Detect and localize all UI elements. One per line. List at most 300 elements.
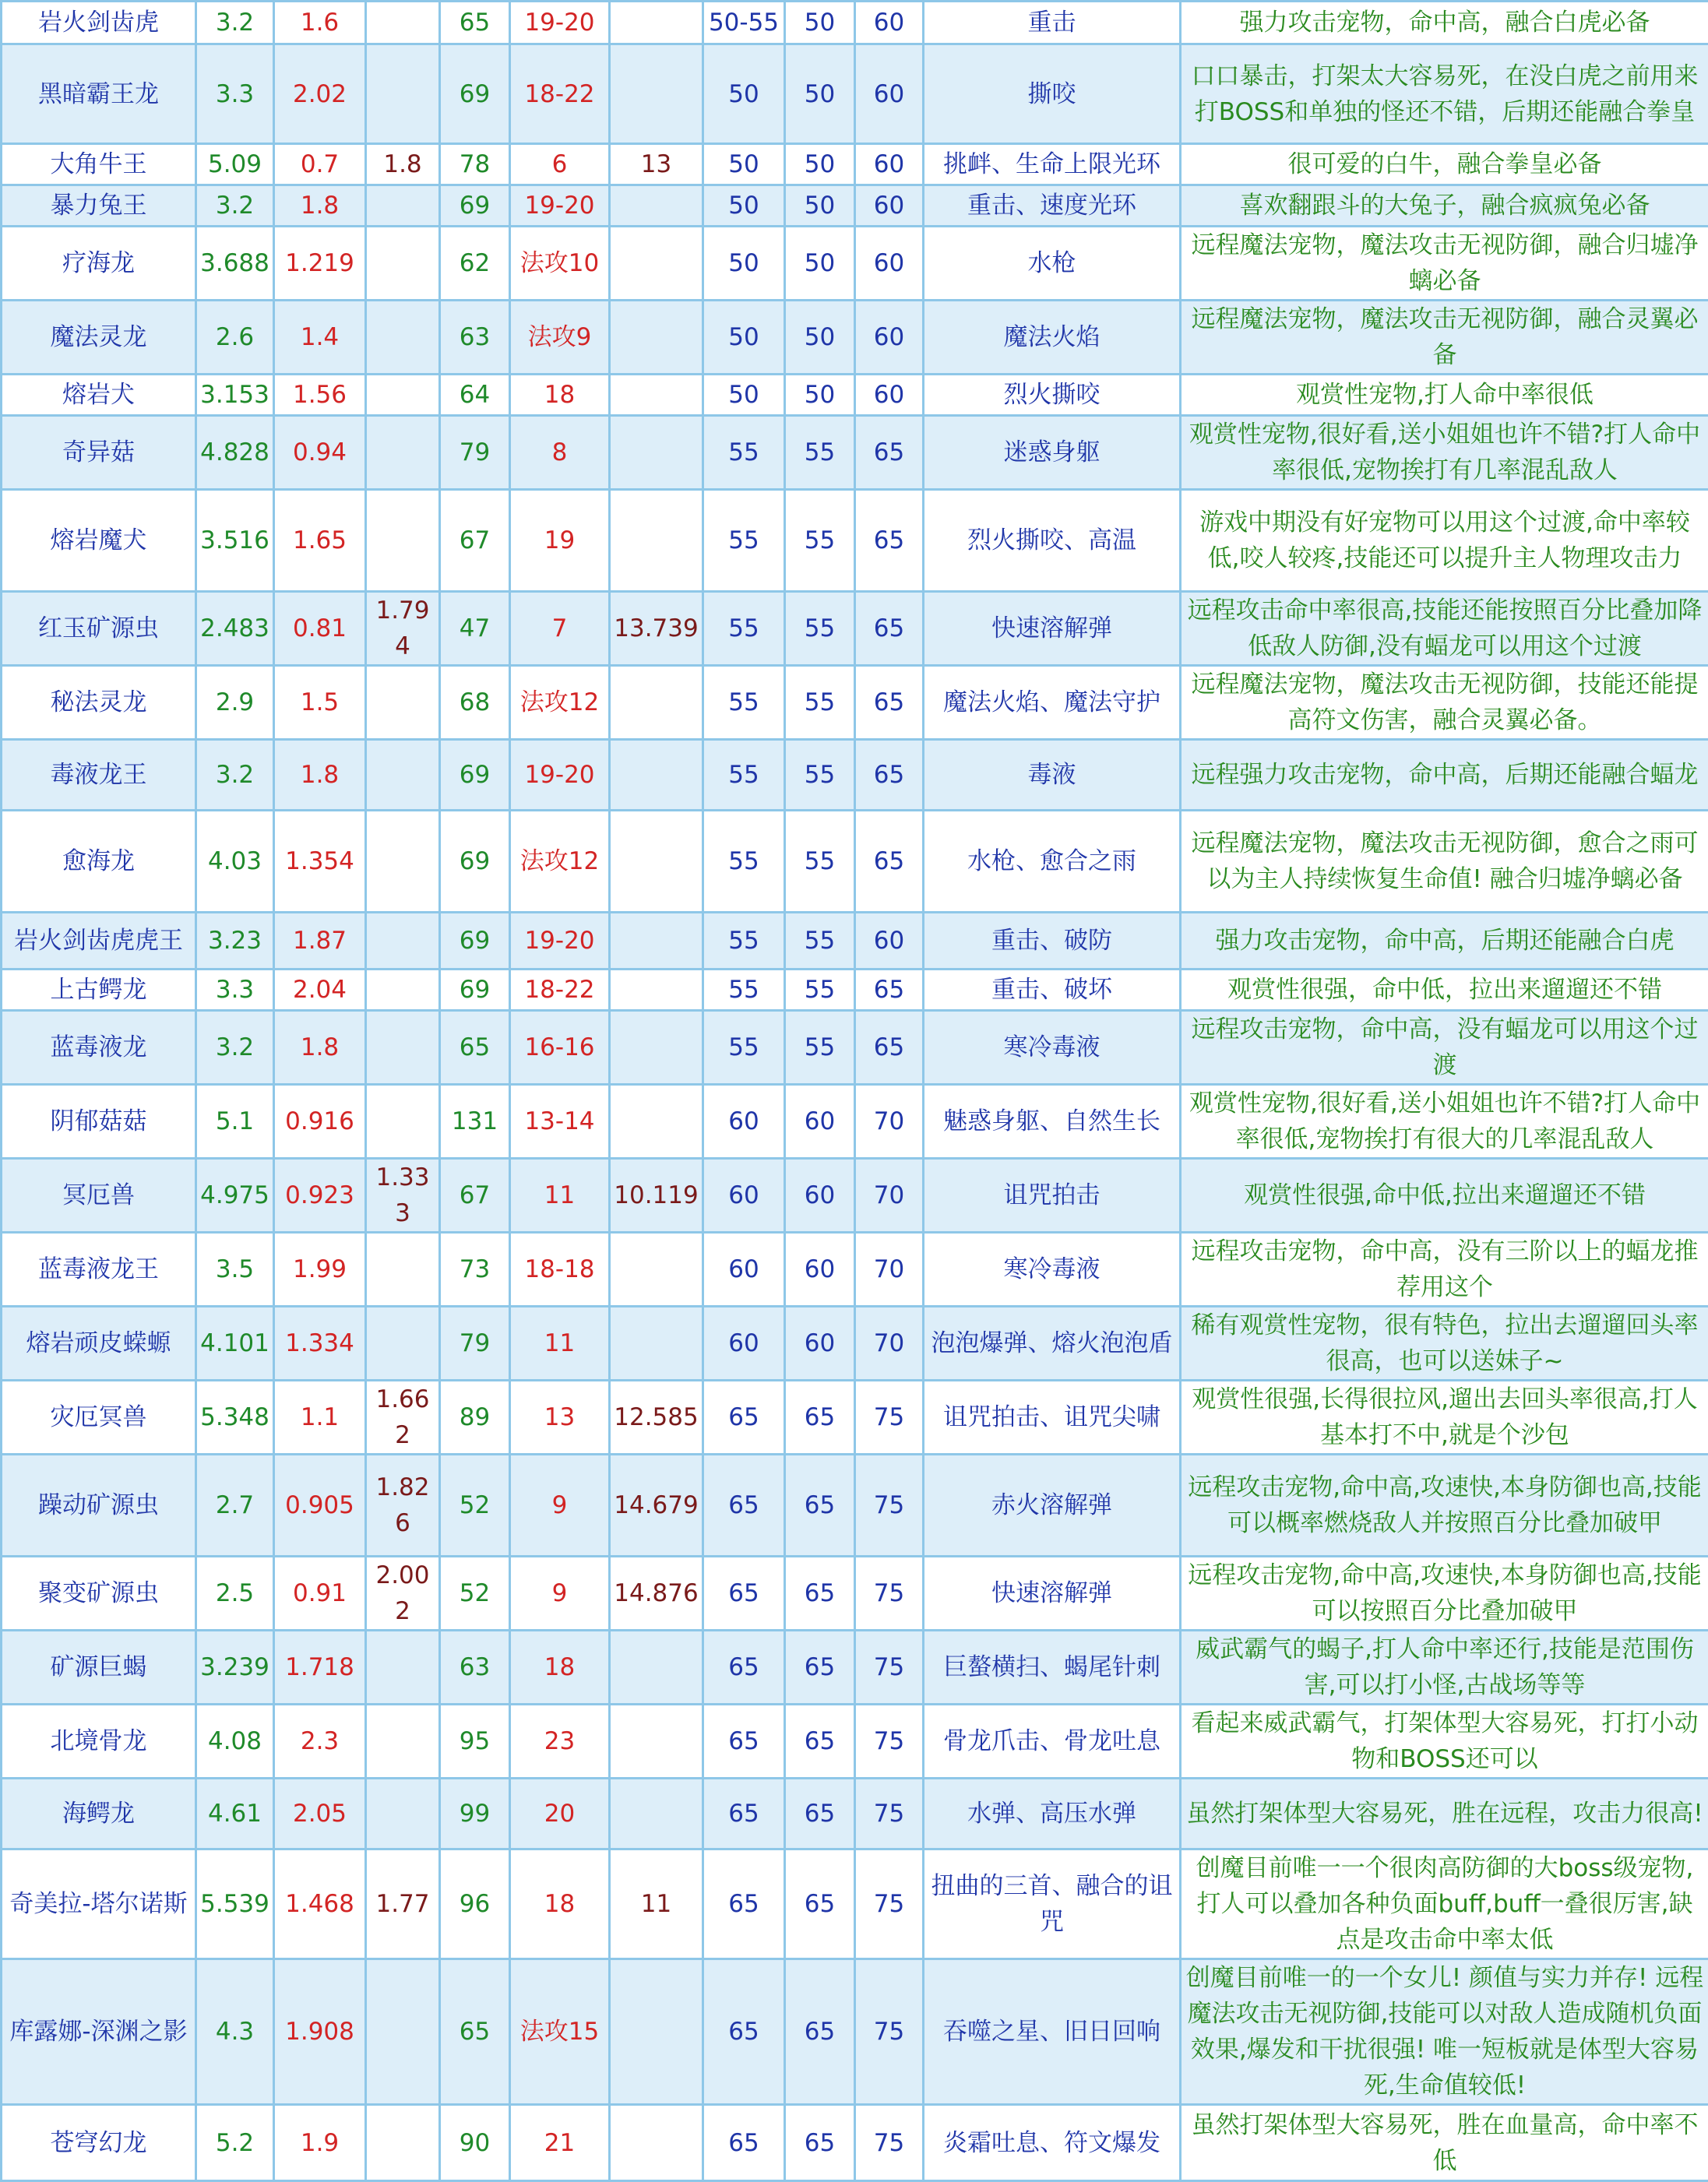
pet-description-cell: 远程魔法宠物，魔法攻击无视防御，愈合之雨可以为主人持续恢复生命值! 融合归墟净螭必备 <box>1181 811 1708 913</box>
stat-f-cell <box>610 1085 703 1159</box>
stat-d-cell: 63 <box>440 1631 510 1705</box>
stat-i-cell: 75 <box>855 1779 924 1849</box>
stat-g-cell: 50 <box>703 44 785 144</box>
stat-f-cell <box>610 1705 703 1779</box>
stat-c-cell <box>366 185 440 227</box>
pet-name-cell: 上古鳄龙 <box>2 970 196 1011</box>
pet-description-cell: 远程魔法宠物，魔法攻击无视防御，技能还能提高符文伤害，融合灵翼必备。 <box>1181 666 1708 740</box>
stat-e-cell: 13-14 <box>510 1085 610 1159</box>
stat-d-cell: 63 <box>440 301 510 375</box>
stat-c-cell <box>366 1307 440 1381</box>
pet-skill-cell: 水弹、高压水弹 <box>924 1779 1181 1849</box>
stat-f-cell <box>610 970 703 1011</box>
stat-d-cell: 95 <box>440 1705 510 1779</box>
pet-skill-cell: 重击、速度光环 <box>924 185 1181 227</box>
stat-h-cell: 50 <box>785 227 855 301</box>
stat-d-cell: 52 <box>440 1455 510 1557</box>
pet-description-cell: 远程攻击宠物，命中高，没有三阶以上的蝠龙推荐用这个 <box>1181 1233 1708 1307</box>
stat-a-cell: 3.2 <box>196 1011 274 1085</box>
table-row <box>2 1849 1708 1959</box>
stat-g-cell: 65 <box>703 1557 785 1631</box>
stat-g-cell: 65 <box>703 1779 785 1849</box>
stat-b-cell: 0.94 <box>274 416 366 490</box>
pet-name-cell: 阴郁菇菇 <box>2 1085 196 1159</box>
stat-c-cell: 1.662 <box>366 1381 440 1455</box>
stat-b-cell: 1.908 <box>274 1959 366 2105</box>
pet-skill-cell: 魔法火焰、魔法守护 <box>924 666 1181 740</box>
stat-e-cell: 6 <box>510 144 610 185</box>
stat-g-cell: 65 <box>703 1631 785 1705</box>
pet-description-cell: 很可爱的白牛，融合拳皇必备 <box>1181 144 1708 185</box>
pet-description-cell: 观赏性宠物,打人命中率很低 <box>1181 375 1708 416</box>
stat-c-cell <box>366 44 440 144</box>
pet-description-cell: 威武霸气的蝎子,打人命中率还行,技能是范围伤害,可以打小怪,古战场等等 <box>1181 1631 1708 1705</box>
stat-f-cell: 14.876 <box>610 1557 703 1631</box>
stat-g-cell: 55 <box>703 740 785 811</box>
stat-a-cell: 5.539 <box>196 1849 274 1959</box>
stat-d-cell: 69 <box>440 185 510 227</box>
stat-a-cell: 3.23 <box>196 913 274 970</box>
stat-c-cell: 1.826 <box>366 1455 440 1557</box>
table-row <box>2 592 1708 666</box>
stat-a-cell: 2.6 <box>196 301 274 375</box>
pet-skill-cell: 诅咒拍击、诅咒尖啸 <box>924 1381 1181 1455</box>
stat-g-cell: 50-55 <box>703 2 785 44</box>
pet-skill-cell: 吞噬之星、旧日回响 <box>924 1959 1181 2105</box>
stat-h-cell: 65 <box>785 1557 855 1631</box>
stat-b-cell: 0.905 <box>274 1455 366 1557</box>
stat-c-cell: 2.002 <box>366 1557 440 1631</box>
table-row <box>2 811 1708 913</box>
pet-description-cell: 观赏性宠物,很好看,送小姐姐也许不错?打人命中率很低,宠物挨打有几率混乱敌人 <box>1181 416 1708 490</box>
stat-g-cell: 55 <box>703 490 785 592</box>
pet-name-cell: 躁动矿源虫 <box>2 1455 196 1557</box>
stat-c-cell: 1.333 <box>366 1159 440 1233</box>
pet-name-cell: 暴力兔王 <box>2 185 196 227</box>
table-row <box>2 666 1708 740</box>
pet-skill-cell: 烈火撕咬、高温 <box>924 490 1181 592</box>
stat-h-cell: 60 <box>785 1307 855 1381</box>
stat-e-cell: 法攻9 <box>510 301 610 375</box>
table-row <box>2 2 1708 44</box>
stat-h-cell: 60 <box>785 1159 855 1233</box>
stat-d-cell: 89 <box>440 1381 510 1455</box>
stat-g-cell: 65 <box>703 1849 785 1959</box>
stat-i-cell: 60 <box>855 185 924 227</box>
stat-c-cell <box>366 811 440 913</box>
pet-name-cell: 奇异菇 <box>2 416 196 490</box>
stat-h-cell: 50 <box>785 301 855 375</box>
stat-e-cell: 18-22 <box>510 44 610 144</box>
stat-g-cell: 60 <box>703 1233 785 1307</box>
pet-description-cell: 强力攻击宠物，命中高，融合白虎必备 <box>1181 2 1708 44</box>
stat-f-cell <box>610 1779 703 1849</box>
stat-d-cell: 65 <box>440 1011 510 1085</box>
stat-b-cell: 2.3 <box>274 1705 366 1779</box>
stat-f-cell <box>610 490 703 592</box>
stat-b-cell: 1.9 <box>274 2105 366 2181</box>
stat-d-cell: 69 <box>440 44 510 144</box>
stat-f-cell <box>610 1233 703 1307</box>
pet-name-cell: 奇美拉-塔尔诺斯 <box>2 1849 196 1959</box>
stat-i-cell: 60 <box>855 44 924 144</box>
stat-b-cell: 0.81 <box>274 592 366 666</box>
stat-f-cell <box>610 1959 703 2105</box>
stat-c-cell <box>366 1233 440 1307</box>
stat-b-cell: 2.02 <box>274 44 366 144</box>
pet-skill-cell: 水枪、愈合之雨 <box>924 811 1181 913</box>
stat-h-cell: 55 <box>785 970 855 1011</box>
table-row <box>2 1455 1708 1557</box>
stat-f-cell <box>610 44 703 144</box>
stat-h-cell: 55 <box>785 666 855 740</box>
stat-i-cell: 65 <box>855 970 924 1011</box>
stat-c-cell <box>366 490 440 592</box>
stat-b-cell: 1.87 <box>274 913 366 970</box>
stat-i-cell: 70 <box>855 1159 924 1233</box>
stat-a-cell: 2.483 <box>196 592 274 666</box>
pet-name-cell: 灾厄冥兽 <box>2 1381 196 1455</box>
stat-h-cell: 50 <box>785 2 855 44</box>
table-row <box>2 301 1708 375</box>
stat-g-cell: 55 <box>703 1011 785 1085</box>
stat-g-cell: 55 <box>703 666 785 740</box>
stat-d-cell: 79 <box>440 1307 510 1381</box>
stat-f-cell <box>610 227 703 301</box>
pet-name-cell: 苍穹幻龙 <box>2 2105 196 2181</box>
stat-a-cell: 3.5 <box>196 1233 274 1307</box>
stat-b-cell: 1.8 <box>274 185 366 227</box>
stat-d-cell: 67 <box>440 1159 510 1233</box>
stat-d-cell: 131 <box>440 1085 510 1159</box>
stat-h-cell: 50 <box>785 144 855 185</box>
stat-i-cell: 75 <box>855 1455 924 1557</box>
stat-h-cell: 65 <box>785 2105 855 2181</box>
pet-skill-cell: 魔法火焰 <box>924 301 1181 375</box>
stat-i-cell: 65 <box>855 740 924 811</box>
stat-i-cell: 75 <box>855 1381 924 1455</box>
pet-name-cell: 蓝毒液龙王 <box>2 1233 196 1307</box>
stat-d-cell: 47 <box>440 592 510 666</box>
pet-name-cell: 熔岩犬 <box>2 375 196 416</box>
stat-g-cell: 50 <box>703 185 785 227</box>
table-row <box>2 913 1708 970</box>
stat-h-cell: 55 <box>785 416 855 490</box>
stat-a-cell: 4.828 <box>196 416 274 490</box>
stat-e-cell: 21 <box>510 2105 610 2181</box>
stat-h-cell: 60 <box>785 1085 855 1159</box>
stat-h-cell: 65 <box>785 1959 855 2105</box>
stat-i-cell: 70 <box>855 1307 924 1381</box>
pet-skill-cell: 魅惑身躯、自然生长 <box>924 1085 1181 1159</box>
stat-a-cell: 5.348 <box>196 1381 274 1455</box>
stat-d-cell: 79 <box>440 416 510 490</box>
stat-h-cell: 50 <box>785 375 855 416</box>
stat-c-cell <box>366 375 440 416</box>
stat-g-cell: 65 <box>703 1381 785 1455</box>
stat-c-cell <box>366 227 440 301</box>
pet-skill-cell: 快速溶解弹 <box>924 592 1181 666</box>
stat-a-cell: 3.239 <box>196 1631 274 1705</box>
stat-e-cell: 19 <box>510 490 610 592</box>
pet-description-cell: 远程攻击宠物，命中高，没有蝠龙可以用这个过渡 <box>1181 1011 1708 1085</box>
stat-g-cell: 55 <box>703 811 785 913</box>
table-row <box>2 416 1708 490</box>
stat-h-cell: 65 <box>785 1779 855 1849</box>
pet-name-cell: 北境骨龙 <box>2 1705 196 1779</box>
pet-name-cell: 库露娜-深渊之影 <box>2 1959 196 2105</box>
pet-skill-cell: 重击、破坏 <box>924 970 1181 1011</box>
stat-h-cell: 55 <box>785 1011 855 1085</box>
pet-skill-cell: 撕咬 <box>924 44 1181 144</box>
pet-skill-cell: 重击 <box>924 2 1181 44</box>
stat-b-cell: 1.8 <box>274 1011 366 1085</box>
stat-g-cell: 60 <box>703 1307 785 1381</box>
stat-f-cell <box>610 2105 703 2181</box>
stat-b-cell: 1.718 <box>274 1631 366 1705</box>
stat-i-cell: 75 <box>855 1849 924 1959</box>
pet-description-cell: 游戏中期没有好宠物可以用这个过渡,命中率较低,咬人较疼,技能还可以提升主人物理攻击力 <box>1181 490 1708 592</box>
stat-f-cell <box>610 913 703 970</box>
stat-f-cell <box>610 1307 703 1381</box>
stat-h-cell: 65 <box>785 1381 855 1455</box>
stat-c-cell <box>366 666 440 740</box>
stat-h-cell: 55 <box>785 490 855 592</box>
pet-name-cell: 红玉矿源虫 <box>2 592 196 666</box>
stat-h-cell: 55 <box>785 811 855 913</box>
stat-c-cell: 1.77 <box>366 1849 440 1959</box>
table-body <box>2 2 1708 2181</box>
pet-skill-cell: 毒液 <box>924 740 1181 811</box>
table-row <box>2 1159 1708 1233</box>
stat-a-cell: 2.9 <box>196 666 274 740</box>
stat-g-cell: 50 <box>703 375 785 416</box>
stat-b-cell: 1.1 <box>274 1381 366 1455</box>
pet-skill-cell: 快速溶解弹 <box>924 1557 1181 1631</box>
stat-b-cell: 2.04 <box>274 970 366 1011</box>
pet-description-cell: 远程攻击宠物,命中高,攻速快,本身防御也高,技能可以概率燃烧敌人并按照百分比叠加破甲 <box>1181 1455 1708 1557</box>
stat-e-cell: 16-16 <box>510 1011 610 1085</box>
stat-a-cell: 4.03 <box>196 811 274 913</box>
table-row <box>2 375 1708 416</box>
stat-i-cell: 65 <box>855 592 924 666</box>
stat-d-cell: 69 <box>440 811 510 913</box>
stat-d-cell: 68 <box>440 666 510 740</box>
pet-skill-cell: 烈火撕咬 <box>924 375 1181 416</box>
stat-e-cell: 19-20 <box>510 185 610 227</box>
stat-b-cell: 1.219 <box>274 227 366 301</box>
stat-b-cell: 1.468 <box>274 1849 366 1959</box>
table-row <box>2 1381 1708 1455</box>
pet-description-cell: 看起来威武霸气，打架体型大容易死，打打小动物和BOSS还可以 <box>1181 1705 1708 1779</box>
pet-name-cell: 聚变矿源虫 <box>2 1557 196 1631</box>
stat-c-cell: 1.794 <box>366 592 440 666</box>
stat-c-cell <box>366 740 440 811</box>
stat-d-cell: 99 <box>440 1779 510 1849</box>
pet-skill-cell: 炎霜吐息、符文爆发 <box>924 2105 1181 2181</box>
stat-h-cell: 60 <box>785 1233 855 1307</box>
stat-a-cell: 4.61 <box>196 1779 274 1849</box>
stat-i-cell: 70 <box>855 1085 924 1159</box>
stat-a-cell: 3.2 <box>196 2 274 44</box>
table-row <box>2 44 1708 144</box>
stat-i-cell: 60 <box>855 144 924 185</box>
stat-e-cell: 18-22 <box>510 970 610 1011</box>
stat-i-cell: 75 <box>855 2105 924 2181</box>
stat-a-cell: 3.3 <box>196 970 274 1011</box>
stat-i-cell: 70 <box>855 1233 924 1307</box>
stat-c-cell <box>366 416 440 490</box>
pet-name-cell: 岩火剑齿虎虎王 <box>2 913 196 970</box>
stat-i-cell: 65 <box>855 490 924 592</box>
stat-d-cell: 52 <box>440 1557 510 1631</box>
stat-b-cell: 0.91 <box>274 1557 366 1631</box>
stat-h-cell: 65 <box>785 1631 855 1705</box>
stat-e-cell: 法攻12 <box>510 666 610 740</box>
stat-i-cell: 75 <box>855 1631 924 1705</box>
pet-description-cell: 观赏性很强，命中低，拉出来遛遛还不错 <box>1181 970 1708 1011</box>
table-row <box>2 1631 1708 1705</box>
pet-description-cell: 远程魔法宠物，魔法攻击无视防御，融合灵翼必备 <box>1181 301 1708 375</box>
stat-f-cell <box>610 811 703 913</box>
stat-i-cell: 60 <box>855 913 924 970</box>
pet-name-cell: 海鳄龙 <box>2 1779 196 1849</box>
stat-c-cell <box>366 301 440 375</box>
pet-description-cell: 远程强力攻击宠物，命中高，后期还能融合蝠龙 <box>1181 740 1708 811</box>
stat-e-cell: 18 <box>510 1631 610 1705</box>
stat-e-cell: 法攻15 <box>510 1959 610 2105</box>
table-row <box>2 1557 1708 1631</box>
stat-h-cell: 65 <box>785 1705 855 1779</box>
stat-d-cell: 73 <box>440 1233 510 1307</box>
stat-e-cell: 11 <box>510 1307 610 1381</box>
stat-b-cell: 1.6 <box>274 2 366 44</box>
stat-e-cell: 23 <box>510 1705 610 1779</box>
stat-g-cell: 60 <box>703 1085 785 1159</box>
stat-a-cell: 4.3 <box>196 1959 274 2105</box>
pet-skill-cell: 巨螯横扫、蝎尾针刺 <box>924 1631 1181 1705</box>
pet-description-cell: 喜欢翻跟斗的大兔子，融合疯疯兔必备 <box>1181 185 1708 227</box>
stat-c-cell <box>366 1959 440 2105</box>
stat-g-cell: 50 <box>703 301 785 375</box>
table-row <box>2 1959 1708 2105</box>
stat-e-cell: 11 <box>510 1159 610 1233</box>
pet-skill-cell: 寒冷毒液 <box>924 1233 1181 1307</box>
stat-a-cell: 5.2 <box>196 2105 274 2181</box>
stat-b-cell: 1.56 <box>274 375 366 416</box>
stat-e-cell: 19-20 <box>510 740 610 811</box>
stat-b-cell: 1.334 <box>274 1307 366 1381</box>
stat-e-cell: 7 <box>510 592 610 666</box>
stat-b-cell: 1.4 <box>274 301 366 375</box>
stat-e-cell: 13 <box>510 1381 610 1455</box>
pet-skill-cell: 挑衅、生命上限光环 <box>924 144 1181 185</box>
stat-i-cell: 65 <box>855 416 924 490</box>
pet-name-cell: 大角牛王 <box>2 144 196 185</box>
stat-i-cell: 75 <box>855 1557 924 1631</box>
stat-c-cell <box>366 1011 440 1085</box>
stat-d-cell: 69 <box>440 970 510 1011</box>
stat-i-cell: 60 <box>855 2 924 44</box>
stat-f-cell <box>610 416 703 490</box>
stat-d-cell: 62 <box>440 227 510 301</box>
stat-a-cell: 2.7 <box>196 1455 274 1557</box>
stat-g-cell: 55 <box>703 970 785 1011</box>
stat-b-cell: 0.923 <box>274 1159 366 1233</box>
stat-f-cell <box>610 301 703 375</box>
stat-i-cell: 65 <box>855 1011 924 1085</box>
stat-f-cell <box>610 1011 703 1085</box>
pet-name-cell: 蓝毒液龙 <box>2 1011 196 1085</box>
stat-g-cell: 65 <box>703 1705 785 1779</box>
table-row <box>2 1085 1708 1159</box>
pet-description-cell: 口口暴击，打架太大容易死，在没白虎之前用来打BOSS和单独的怪还不错，后期还能融合拳皇 <box>1181 44 1708 144</box>
stat-d-cell: 65 <box>440 2 510 44</box>
pet-description-cell: 远程攻击命中率很高,技能还能按照百分比叠加降低敌人防御,没有蝠龙可以用这个过渡 <box>1181 592 1708 666</box>
stat-a-cell: 3.688 <box>196 227 274 301</box>
stat-e-cell: 法攻10 <box>510 227 610 301</box>
stat-e-cell: 18 <box>510 375 610 416</box>
stat-b-cell: 2.05 <box>274 1779 366 1849</box>
stat-g-cell: 65 <box>703 2105 785 2181</box>
pet-skill-cell: 泡泡爆弹、熔火泡泡盾 <box>924 1307 1181 1381</box>
stat-h-cell: 55 <box>785 592 855 666</box>
stat-a-cell: 5.1 <box>196 1085 274 1159</box>
table-row <box>2 490 1708 592</box>
pet-name-cell: 魔法灵龙 <box>2 301 196 375</box>
pet-description-cell: 创魔目前唯一一个很肉高防御的大boss级宠物,打人可以叠加各种负面buff,buff一叠很厉害,缺点是攻击命中率太低 <box>1181 1849 1708 1959</box>
stat-a-cell: 5.09 <box>196 144 274 185</box>
stat-g-cell: 50 <box>703 144 785 185</box>
stat-e-cell: 18-18 <box>510 1233 610 1307</box>
stat-e-cell: 8 <box>510 416 610 490</box>
stat-h-cell: 50 <box>785 44 855 144</box>
table-row <box>2 1779 1708 1849</box>
stat-h-cell: 50 <box>785 185 855 227</box>
stat-f-cell <box>610 740 703 811</box>
pet-description-cell: 观赏性宠物,很好看,送小姐姐也许不错?打人命中率很低,宠物挨打有很大的几率混乱敌人 <box>1181 1085 1708 1159</box>
pet-description-cell: 虽然打架体型大容易死，胜在血量高，命中率不低 <box>1181 2105 1708 2181</box>
stat-g-cell: 60 <box>703 1159 785 1233</box>
stat-f-cell <box>610 1631 703 1705</box>
stat-g-cell: 50 <box>703 227 785 301</box>
pet-description-cell: 虽然打架体型大容易死，胜在远程，攻击力很高! <box>1181 1779 1708 1849</box>
stat-a-cell: 3.153 <box>196 375 274 416</box>
pet-description-cell: 观赏性很强,命中低,拉出来遛遛还不错 <box>1181 1159 1708 1233</box>
stat-i-cell: 75 <box>855 1959 924 2105</box>
pet-skill-cell: 扭曲的三首、融合的诅咒 <box>924 1849 1181 1959</box>
pet-name-cell: 熔岩魔犬 <box>2 490 196 592</box>
pet-name-cell: 疗海龙 <box>2 227 196 301</box>
stat-g-cell: 65 <box>703 1455 785 1557</box>
stat-c-cell <box>366 2105 440 2181</box>
pet-name-cell: 毒液龙王 <box>2 740 196 811</box>
stat-g-cell: 55 <box>703 592 785 666</box>
stat-i-cell: 65 <box>855 666 924 740</box>
stat-c-cell <box>366 970 440 1011</box>
stat-e-cell: 9 <box>510 1455 610 1557</box>
stat-c-cell <box>366 1085 440 1159</box>
stat-h-cell: 55 <box>785 913 855 970</box>
stat-g-cell: 65 <box>703 1959 785 2105</box>
stat-d-cell: 96 <box>440 1849 510 1959</box>
table-row <box>2 1705 1708 1779</box>
stat-f-cell: 13.739 <box>610 592 703 666</box>
stat-i-cell: 75 <box>855 1705 924 1779</box>
stat-h-cell: 65 <box>785 1455 855 1557</box>
table-row <box>2 1233 1708 1307</box>
stat-a-cell: 2.5 <box>196 1557 274 1631</box>
